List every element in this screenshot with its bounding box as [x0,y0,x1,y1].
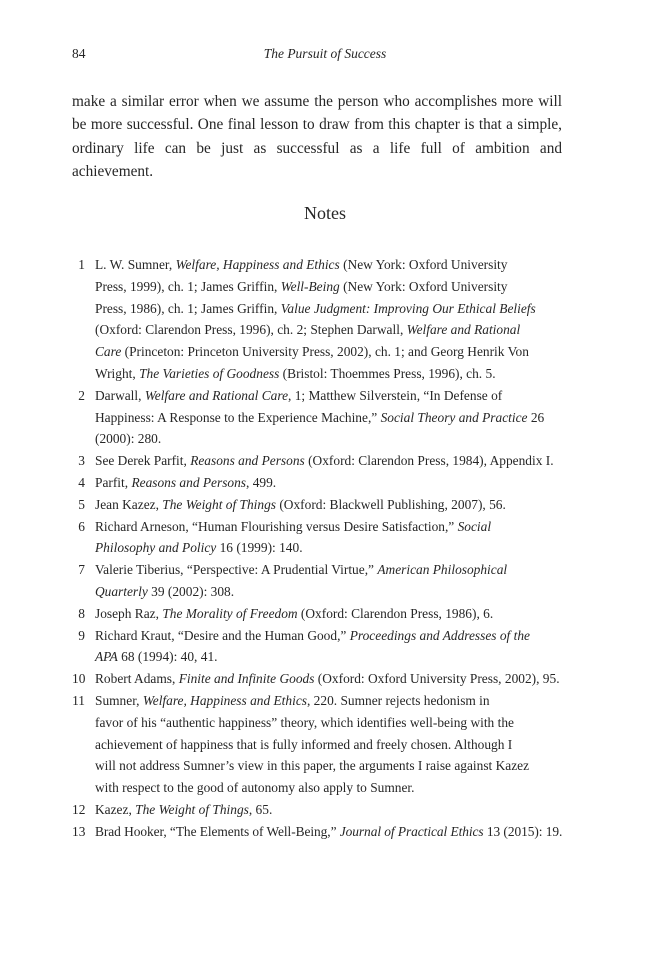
note-text: (Oxford: Clarendon Press, 1996), ch. 2; Stephen Darwall, [95,322,407,338]
note-text: (Oxford: Blackwell Publishing, 2007), 56. [276,496,506,512]
note-number: 5 [78,496,85,512]
note-item [72,516,562,560]
note-item [72,254,562,385]
note-line [95,559,562,581]
note-number: 6 [78,518,85,534]
note-line [95,516,562,538]
note-text: Richard Arneson, “Human Flourishing versus Desire Satisfaction,” [95,518,458,534]
note-text: 39 (2002): 308. [147,583,235,599]
body-line: ordinary life can be just as successful as a life full of ambition and achievement. [72,139,562,180]
note-text: Robert Adams, [95,671,179,687]
note-text: 68 (1994): 40, 41. [117,649,218,665]
note-text: , 1; Matthew Silverstein, “In Defense of [288,387,503,403]
note-text: Jean Kazez, [95,496,163,512]
note-text: Valerie Tiberius, “Perspective: A Prudential Virtue,” [95,562,378,578]
note-text: will not address Sumner’s view in this paper, the arguments I raise against Kazez [95,758,530,774]
note-line [95,319,562,341]
note-number: 10 [72,671,86,687]
note-text: 13 (2015): 19. [483,823,563,839]
note-text: (New York: Oxford University [339,278,508,294]
note-title-italic: Philosophy and Policy [95,540,217,556]
note-title-italic: The Weight of Things [135,801,249,817]
note-title-italic: The Varieties of Goodness [139,365,280,381]
note-title-italic: Reasons and Persons [131,474,247,490]
note-text: (Oxford: Clarendon Press, 1986), 6. [297,605,494,621]
note-title-italic: Welfare, Happiness and Ethics [175,257,340,272]
note-line [95,603,562,625]
note-item [72,603,562,625]
note-text: Happiness: A Response to the Experience Machine,” [95,409,381,425]
note-title-italic: APA [95,649,118,665]
note-item [72,472,562,494]
note-text: , 499. [246,474,277,490]
note-text: Joseph Raz, [95,605,163,621]
note-line [95,712,562,734]
note-text: 26 [527,409,545,425]
note-line [95,755,562,777]
note-text: 16 (1999): 140. [216,540,303,556]
note-text: (Bristol: Thoemmes Press, 1996), ch. 5. [279,365,496,381]
page-number: 84 [72,46,86,61]
note-title-italic: Reasons and Persons [190,453,305,469]
note-text: favor of his “authentic happiness” theory, which identifies well-being with the [95,714,514,730]
note-line [95,298,562,320]
note-line [95,494,562,516]
note-text: L. W. Sumner, [95,257,176,272]
note-number: 1 [78,257,85,272]
note-text: , 220. Sumner rejects hedonism in [306,692,490,708]
note-line [95,537,562,559]
note-title-italic: Finite and Infinite Goods [178,671,315,687]
note-text: (Princeton: Princeton University Press, 2002), ch. 1; and Georg Henrik Von [121,344,529,360]
note-text: See Derek Parfit, [95,453,191,469]
body-line: make a similar error when we assume the person who accomplishes more will [72,93,562,110]
note-text: Richard Kraut, “Desire and the Human Good,” [95,627,350,643]
note-item [72,799,562,821]
note-item [72,385,562,450]
note-line [95,668,562,690]
note-number: 9 [78,627,85,643]
note-text: Darwall, [95,387,145,403]
running-head: The Pursuit of Success [263,46,387,61]
note-text: Sumner, [95,692,143,708]
note-item [72,494,562,516]
notes-list [72,254,562,843]
note-line [95,276,562,298]
note-line [95,254,562,276]
note-text: (Oxford: Clarendon Press, 1984), Appendix I. [304,453,554,469]
note-item [72,450,562,472]
note-text: (2000): 280. [95,431,162,447]
note-item [72,559,562,603]
note-number: 11 [72,692,85,708]
note-number: 3 [78,453,85,469]
note-text: Brad Hooker, “The Elements of Well-Being,” [95,823,340,839]
note-number: 2 [78,387,85,403]
note-title-italic: The Morality of Freedom [162,605,298,621]
note-line [95,777,562,799]
note-line [95,690,562,712]
note-text: Kazez, [95,801,136,817]
note-line [95,428,562,450]
body-line: be more successful. One final lesson to draw from this chapter is that a simple, [72,116,562,134]
note-text: (Oxford: Oxford University Press, 2002), 95. [314,671,560,687]
note-number: 8 [78,605,85,621]
note-number: 4 [78,474,85,490]
note-number: 12 [72,801,86,817]
note-line [95,341,562,363]
note-line [95,734,562,756]
note-line [95,472,562,494]
note-line [95,450,562,472]
note-number: 13 [72,823,86,839]
notes-heading: Notes [304,203,346,223]
note-item [72,821,562,843]
note-title-italic: Welfare, Happiness and Ethics [142,692,307,708]
note-title-italic: Care [95,344,122,360]
note-text: , 65. [248,801,273,817]
note-line [95,799,562,821]
note-title-italic: Value Judgment: Improving Our Ethical Beliefs [280,300,536,316]
note-item [72,690,562,799]
note-title-italic: Social Theory and Practice [380,409,528,425]
note-line [95,581,562,603]
note-title-italic: The Weight of Things [162,496,276,512]
note-item [72,668,562,690]
note-line [95,385,562,407]
note-line [95,821,562,843]
note-line [95,625,562,647]
body-paragraph [72,90,562,183]
note-title-italic: Well-Being [280,278,340,294]
note-text: achievement of happiness that is fully informed and freely chosen. Although I [95,736,513,752]
note-line [95,407,562,429]
note-title-italic: Journal of Practical Ethics [339,823,484,839]
note-number: 7 [78,562,85,578]
note-text: with respect to the good of autonomy also apply to Sumner. [95,780,415,796]
note-title-italic: Social [457,518,492,534]
note-text: (New York: Oxford University [339,257,508,272]
note-title-italic: Welfare and Rational Care [144,387,289,403]
note-title-italic: American Philosophical [377,562,508,578]
note-text: Parfit, [95,474,132,490]
note-text: Press, 1986), ch. 1; James Griffin, [95,300,281,316]
note-item [72,625,562,669]
note-title-italic: Proceedings and Addresses of the [349,627,530,643]
note-title-italic: Welfare and Rational [406,322,521,338]
note-line [95,646,562,668]
note-title-italic: Quarterly [95,583,148,599]
note-text: Press, 1999), ch. 1; James Griffin, [95,278,281,294]
note-line [95,363,562,385]
note-text: Wright, [95,365,140,381]
